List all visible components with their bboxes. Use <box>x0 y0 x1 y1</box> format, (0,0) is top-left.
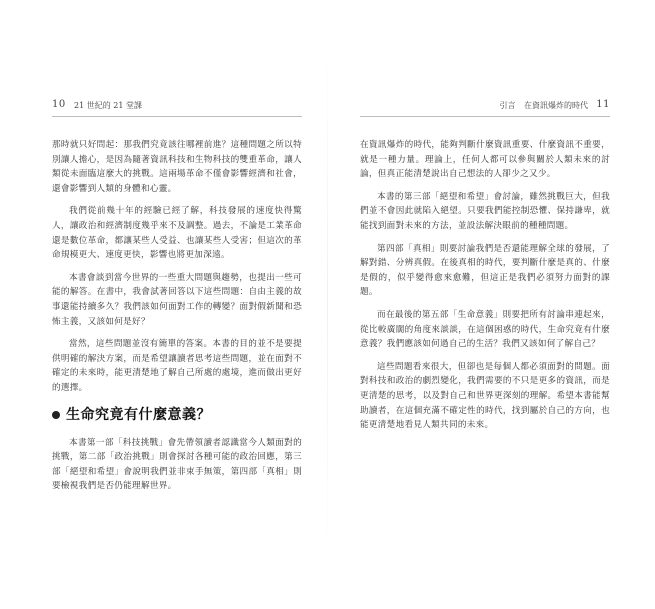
left-header-rule <box>52 116 302 117</box>
left-running-title: 21 世紀的 21 堂課 <box>74 101 142 110</box>
right-paragraph: 本書的第三部「絕望和希望」會討論，雖然挑戰巨大，但我們並不會因此就陷入絕望。只要我們能控制恐懼、保持謙卑，就能找到面對未來的方法，並設法解決眼前的種種問題。 <box>360 191 610 231</box>
right-page <box>360 0 610 609</box>
right-running-title: 引言 在資訊爆炸的時代 <box>499 101 588 110</box>
left-paragraph: 當然，這些問題並沒有簡單的答案。本書的目的並不是要提供明確的解決方案，而是希望讓讀者思考這些問題，並在面對不確定的未來時，能更清楚地了解自己所處的處境，進而做出更好的選擇。 <box>52 339 302 393</box>
right-paragraph: 而在最後的第五部「生命意義」則要把所有討論串連起來，從比較廣闊的角度來談談，在這個困惑的時代，生命究竟有什麼意義？我們應該如何過自己的生活？我們又該如何了解自己？ <box>360 309 610 350</box>
left-page <box>52 0 302 609</box>
right-page-number: 11 <box>596 99 610 110</box>
left-paragraph: 那時就只好問起：那我們究竟該往哪裡前進？這種問題之所以特別讓人擔心，是因為隨著資訊科技和生物科技的雙重革命，讓人類從未面臨這麼大的挑戰。這兩場革命不僅會影響經濟和社會，還會影響到人類的身體和心靈。 <box>52 140 302 194</box>
left-page-body <box>52 138 302 494</box>
heading-bullet-icon <box>52 411 60 419</box>
right-page-body <box>360 138 610 433</box>
right-header-rule <box>360 116 610 117</box>
left-page-header <box>52 100 302 112</box>
right-paragraph: 第四部「真相」則要討論我們是否還能理解全球的發展，了解對錯、分辨真假。在後真相的時代，要判斷什麼是真的、什麼是假的，似乎變得愈來愈難，但這正是我們必須努力面對的課題。 <box>360 243 610 298</box>
section-heading-text: 生命究竟有什麼意義？ <box>66 406 211 423</box>
right-page-header <box>360 100 610 112</box>
left-paragraph: 本書會談到當今世界的一些重大問題與趨勢，也提出一些可能的解答。在書中，我會試著回答以下這些問題：自由主義的故事還能持續多久？我們該如何面對工作的轉變？面對假新聞和恐怖主義，又該如何是好？ <box>52 272 302 327</box>
section-heading <box>52 404 302 426</box>
left-paragraph: 我們從前幾十年的經驗已經了解，科技發展的速度快得驚人，讓政治和經濟制度幾乎來不及調整。過去，不論是工業革命還是數位革命，都讓某些人受益、也讓某些人受害；但這次的革命規模更大、速度更快，影響也將更加深遠。 <box>52 206 302 261</box>
page-gutter <box>327 40 328 560</box>
right-paragraph: 在資訊爆炸的時代，能夠判斷什麼資訊重要、什麼資訊不重要，就是一種力量。理論上，任何人都可以參與關於人類未來的討論，但真正能清楚說出自己想法的人卻少之又少。 <box>360 140 610 180</box>
right-paragraph: 這些問題看來很大，但卻也是每個人都必須面對的問題。面對科技和政治的劇烈變化，我們需要的不只是更多的資訊，而是更清楚的思考，以及對自己和世界更深刻的理解。希望本書能幫助讀者，在這個充滿不確定性的時代，找到屬於自己的方向，也能更清楚地看見人類共同的未來。 <box>360 361 610 431</box>
left-page-number: 10 <box>52 99 66 110</box>
left-section-paragraph: 本書第一部「科技挑戰」會先帶領讀者認識當今人類面對的挑戰，第二部「政治挑戰」則會探討各種可能的政治回應，第三部「絕望和希望」會說明我們並非束手無策，第四部「真相」則要檢視我們是否仍能理解世界。 <box>52 437 302 492</box>
